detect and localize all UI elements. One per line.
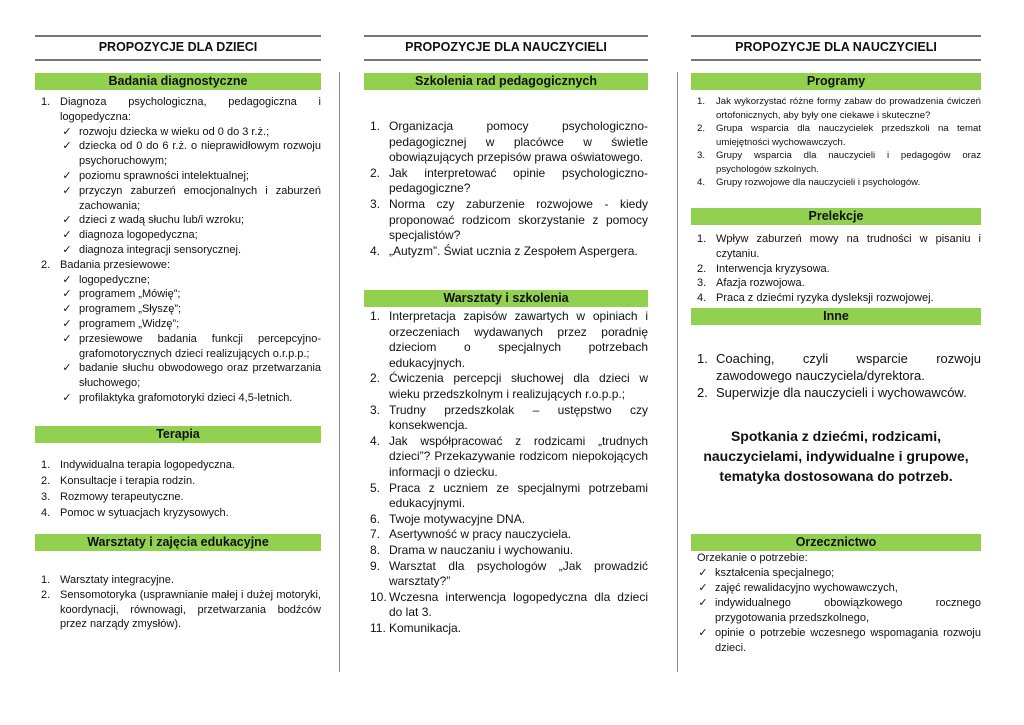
section-title-warsztaty-szkolenia: Warsztaty i szkolenia <box>364 290 648 307</box>
orzecznictwo-list <box>691 566 981 656</box>
programy-list <box>691 95 981 190</box>
list-item: 3. Grupy wsparcia dla nauczycieli i pedagogów oraz psychologów szkolnych. <box>697 150 981 175</box>
szkolenia-list <box>364 119 648 259</box>
section-title-prelekcje: Prelekcje <box>691 208 981 225</box>
check-list-item: ✓ diagnoza integracji sensorycznej. <box>55 243 321 258</box>
list-item: 1. Indywidualna terapia logopedyczna. <box>41 459 235 471</box>
check-icon: ✓ <box>62 140 72 153</box>
sublist <box>35 125 321 258</box>
list-item: 2. Superwizje dla nauczycieli i wychowawców. <box>697 385 967 400</box>
list-item: 1. Interpretacja zapisów zawartych w opiniach i orzeczeniach wydawanych przez poradnię dzieciom o specjalnych potrzebach edukacyjnych. <box>370 309 648 370</box>
list-item: 4. Jak współpracować z rodzicami „trudnych dzieci”? Przekazywanie rodzicom niepokojących informacji o dziecku. <box>370 433 648 479</box>
check-icon: ✓ <box>62 169 72 182</box>
check-list-item: ✓ profilaktyka grafomotoryki dzieci 4,5-letnich. <box>55 391 321 406</box>
column-header: PROPOZYCJE DLA NAUCZYCIELI <box>691 35 981 61</box>
check-list-item: ✓ programem „Mówię”; <box>55 287 321 302</box>
check-icon: ✓ <box>62 332 72 345</box>
list-item: 2. Ćwiczenia percepcji słuchowej dla dzieci w wieku przedszkolnym i realizujących r.o.p.p.; <box>370 371 648 401</box>
orzecznictwo-intro: Orzekanie o potrzebie: <box>697 552 808 564</box>
list-item: 2. Interwencja kryzysowa. <box>697 262 830 275</box>
column-divider-2 <box>677 72 678 672</box>
list-item: 2. Jak interpretować opinie psychologiczno-pedagogiczne? <box>370 165 648 196</box>
section-title-programy: Programy <box>691 73 981 90</box>
list-item: 1. Warsztaty integracyjne. <box>41 574 174 586</box>
sublist <box>35 273 321 406</box>
check-icon: ✓ <box>62 184 72 197</box>
warsztaty-list <box>35 573 321 632</box>
check-list-item: ✓ diagnoza logopedyczna; <box>55 228 321 243</box>
meetings-highlight: Spotkania z dziećmi, rodzicami, nauczycielami, indywidualne i grupowe, tematyka dostosowana do potrzeb. <box>703 428 969 484</box>
list-item: 1. Wpływ zaburzeń mowy na trudności w pisaniu i czytaniu. <box>697 233 981 260</box>
list-item: 1. Jak wykorzystać różne formy zabaw do prowadzenia ćwiczeń ortofonicznych, aby były one ciekawe i skuteczne? <box>697 96 981 121</box>
check-icon: ✓ <box>62 362 72 375</box>
check-icon: ✓ <box>698 597 708 609</box>
check-icon: ✓ <box>62 273 72 286</box>
list-item: 2. Badania przesiewowe: <box>41 258 171 271</box>
list-item: 6. Twoje motywacyjne DNA. <box>370 511 526 526</box>
check-list-item: ✓ dziecka od 0 do 6 r.ż. o nieprawidłowym rozwoju psychoruchowym; <box>55 139 321 169</box>
check-icon: ✓ <box>698 567 708 579</box>
section-title-szkolenia: Szkolenia rad pedagogicznych <box>364 73 648 90</box>
check-icon: ✓ <box>698 627 708 639</box>
check-icon: ✓ <box>62 303 72 316</box>
list-item: 5. Praca z uczniem ze specjalnymi potrzebami edukacyjnymi. <box>370 480 648 511</box>
check-list-item: ✓ kształcenia specjalnego; <box>691 566 981 581</box>
check-icon: ✓ <box>62 288 72 301</box>
list-item: 4. „Autyzm”. Świat ucznia z Zespołem Aspergera. <box>370 243 638 258</box>
list-item: 3. Rozmowy terapeutyczne. <box>41 491 184 503</box>
section-title-orzecznictwo: Orzecznictwo <box>691 534 981 551</box>
check-list-item: ✓ przesiewowe badania funkcji percepcyjno-grafomotorycznych dzieci realizujących o.r.p.p.; <box>55 332 321 362</box>
column-header: PROPOZYCJE DLA NAUCZYCIELI <box>364 35 648 61</box>
check-list-item: ✓ programem „Widzę”; <box>55 317 321 332</box>
list-item: 1. Diagnoza psychologiczna, pedagogiczna i logopedyczna: <box>41 96 321 123</box>
terapia-list <box>35 457 321 521</box>
list-item: 4. Praca z dziećmi ryzyka dysleksji rozwojowej. <box>697 292 934 305</box>
check-icon: ✓ <box>62 125 72 138</box>
section-title-badania: Badania diagnostyczne <box>35 73 321 90</box>
list-item: 4. Pomoc w sytuacjach kryzysowych. <box>41 507 229 519</box>
check-list-item: ✓ rozwoju dziecka w wieku od 0 do 3 r.ż.; <box>55 125 321 140</box>
list-item: 2. Grupa wsparcia dla nauczycielek przedszkoli na temat umiejętności wychowawczych. <box>697 123 981 148</box>
check-icon: ✓ <box>62 214 72 227</box>
inne-list <box>691 350 981 401</box>
orzecznictwo-block <box>691 551 981 656</box>
check-list-item: ✓ poziomu sprawności intelektualnej; <box>55 169 321 184</box>
list-item: 11. Komunikacja. <box>370 620 462 635</box>
column-divider-1 <box>339 72 340 672</box>
column-header: PROPOZYCJE DLA DZIECI <box>35 35 321 61</box>
list-item: 9. Warsztat dla psychologów „Jak prowadzić warsztaty?” <box>370 558 648 589</box>
warsztaty-szkolenia-list <box>364 309 648 636</box>
section-title-warsztaty: Warsztaty i zajęcia edukacyjne <box>35 534 321 551</box>
list-item: 1. Organizacja pomocy psychologiczno-pedagogicznej w placówce w świetle obowiązujących przepisów prawa oświatowego. <box>370 119 648 165</box>
list-item: 3. Norma czy zaburzenie rozwojowe - kiedy proponować rodzicom skorzystanie z pomocy specjalistów? <box>370 196 648 243</box>
check-list-item: ✓ indywidualnego obowiązkowego rocznego przygotowania przedszkolnego, <box>691 596 981 626</box>
section-title-terapia: Terapia <box>35 426 321 443</box>
check-list-item: ✓ dzieci z wadą słuchu lub/i wzroku; <box>55 213 321 228</box>
check-list-item: ✓ programem „Słyszę”; <box>55 302 321 317</box>
list-item: 7. Asertywność w pracy nauczyciela. <box>370 527 572 542</box>
section-title-inne: Inne <box>691 308 981 325</box>
check-list-item: ✓ zajęć rewalidacyjno wychowawczych, <box>691 581 981 596</box>
check-icon: ✓ <box>62 317 72 330</box>
check-list-item: ✓ przyczyn zaburzeń emocjonalnych i zaburzeń zachowania; <box>55 184 321 214</box>
check-list-item: ✓ opinie o potrzebie wczesnego wspomagania rozwoju dzieci. <box>691 626 981 656</box>
check-icon: ✓ <box>698 582 708 594</box>
list-item: 3. Afazja rozwojowa. <box>697 277 805 290</box>
list-item: 2. Konsultacje i terapia rodzin. <box>41 475 196 487</box>
list-item: 2. Sensomotoryka (usprawnianie małej i dużej motoryki, koordynacji, równowagi, przetwarzania bodźców przez narządy zmysłów). <box>41 588 321 631</box>
prelekcje-list <box>691 232 981 306</box>
list-item: 1. Coaching, czyli wsparcie rozwoju zawodowego nauczyciela/dyrektora. <box>697 351 981 383</box>
list-item: 4. Grupy rozwojowe dla nauczycieli i psychologów. <box>697 177 921 188</box>
badania-list <box>35 95 321 406</box>
check-icon: ✓ <box>62 391 72 404</box>
check-list-item: ✓ logopedyczne; <box>55 273 321 288</box>
list-item: 3. Trudny przedszkolak – ustępstwo czy konsekwencja. <box>370 402 648 433</box>
check-icon: ✓ <box>62 229 72 242</box>
list-item: 8. Drama w nauczaniu i wychowaniu. <box>370 542 574 557</box>
list-item: 10. Wczesna interwencja logopedyczna dla dzieci do lat 3. <box>370 589 648 620</box>
check-list-item: ✓ badanie słuchu obwodowego oraz przetwarzania słuchowego; <box>55 361 321 391</box>
check-icon: ✓ <box>62 243 72 256</box>
